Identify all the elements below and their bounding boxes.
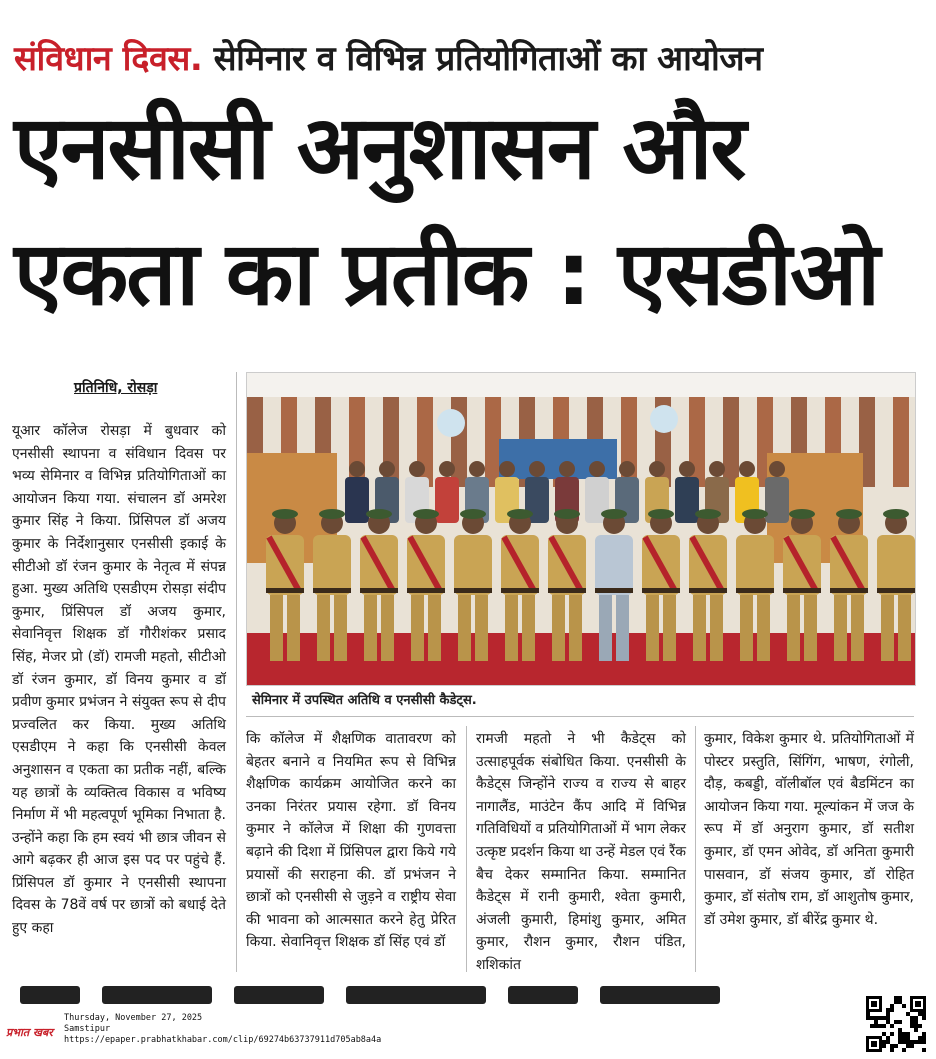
kicker-tag: संविधान दिवस (14, 39, 190, 79)
kicker-line (14, 34, 924, 80)
qr-code-icon[interactable] (866, 996, 926, 1052)
column-divider (695, 726, 696, 972)
clip-edition: Samstipur (64, 1024, 111, 1034)
article-text: कुमार, विकेश कुमार थे. प्रतियोगिताओं में पोस्टर प्रस्तुति, सिंगिंग, भाषण, रंगोली, दौड़, कबड्डी, वॉलीबॉल एवं बैडमिंटन का आयोजन किया गया. मूल्यांकन में जज के रूप में डॉ अनुराग कुमार, डॉ सतीश कुमार, डॉ एमन ओवेद, डॉ अनिता कुमारी पासवान, डॉ संजय कुमार, डॉ रोहित कुमार, डॉ संतोष राम, डॉ आशुतोष कुमार, डॉ उमेश कुमार, डॉ बीरेंद्र कुमार थे. (704, 731, 914, 928)
column-divider (236, 372, 237, 972)
byline: प्रतिनिधि, रोसड़ा (74, 380, 158, 396)
clip-metadata (64, 1013, 381, 1046)
clip-date: Thursday, November 27, 2025 (64, 1013, 203, 1023)
publication-logo: प्रभात खबर (6, 1026, 53, 1039)
headline-line-2: एकता का प्रतीक : एसडीओ (14, 222, 878, 325)
article-column-2 (246, 728, 456, 954)
article-text: कि कॉलेज में शैक्षणिक वातावरण को बेहतर बनाने व नियमित रूप से विभिन्न शैक्षणिक कार्यक्रम आयोजित करने का उनका निरंतर प्रयास रहेगा. डॉ विनय कुमार ने कॉलेज में शिक्षा की गुणवत्ता बढ़ाने की दिशा में प्रिंसिपल द्वारा किये गये प्रयासों की सराहना की. डॉ प्रभंजन ने छात्रों को एनसीसी से जुड़ने व राष्ट्रीय सेवा की भावना को आत्मसात करने हेतु प्रेरित किया. सेवानिवृत्त शिक्षक डॉ सिंह एवं डॉ (246, 731, 456, 951)
clip-url[interactable]: https://epaper.prabhatkhabar.com/clip/69274b63737911d705ab8a4a (64, 1035, 382, 1045)
kicker-dot: . (189, 39, 203, 79)
cropped-next-headline (20, 986, 780, 1004)
cadets-group-photo (247, 373, 915, 685)
news-photo (246, 372, 916, 686)
headline-line-1: एनसीसी अनुशासन और (14, 96, 745, 199)
article-column-1 (12, 420, 226, 940)
article-text: यूआर कॉलेज रोसड़ा में बुधवार को एनसीसी स्थापना व संविधान दिवस पर भव्य सेमिनार व विभिन्न प्रतियोगिताओं का आयोजन किया गया. संचालन डॉ अमरेश कुमार सिंह ने किया. प्रिंसिपल डॉ अजय कुमार के निर्देशानुसार एनसीसी इकाई के सीटीओ डॉ रंजन कुमार के नेतृत्व में संपन्न हुआ. मुख्य अतिथि एसडीएम रोसड़ा संदीप कुमार, प्रिंसिपल डॉ अजय कुमार, सेवानिवृत्त शिक्षक डॉ गौरीशंकर प्रसाद सिंह, मेजर प्रो (डॉ) रामजी महतो, सीटीओ डॉ रंजन कुमार, डॉ विनय कुमार व डॉ प्रवीण कुमार प्रभंजन ने संयुक्त रूप से दीप प्रज्वलित कर किया. मुख्य अतिथि एसडीएम ने कहा कि एनसीसी केवल अनुशासन व एकता का प्रतीक नहीं, बल्कि यह छात्रों के व्यक्तित्व विकास व भविष्य निर्माण में भी महत्वपूर्ण भूमिका निभाता है. उन्होंने कहा कि हम स्वयं भी छात्र जीवन से आगे बढ़कर ही आज इस पद पर पहुंचे हैं. प्रिंसिपल डॉ कुमार ने एनसीसी स्थापना दिवस के 78वें वर्ष पर छात्रों को बधाई देते हुए कहा (12, 423, 226, 937)
column-divider (466, 726, 467, 972)
article-text: रामजी महतो ने भी कैडेट्स को उत्साहपूर्वक संबोधित किया. एनसीसी के कैडेट्स जिन्होंने राज्य व राज्य से बाहर नागालैंड, माउंटेन कैंप आदि में विभिन्न गतिविधियों व प्रतियोगिताओं में भाग लेकर उत्कृष्ट प्रदर्शन किया था उन्हें मेडल एवं रैंक बैच देकर सम्मानित किया. सम्मानित कैडेट्स में रानी कुमारी, श्वेता कुमारी, अंजली कुमारी, हिमांशु कुमार, अमित कुमार, रौशन कुमार, रौशन पंडित, शशिकांत (476, 731, 686, 973)
section-divider (246, 716, 914, 717)
article-column-3 (476, 728, 686, 977)
photo-caption: सेमिनार में उपस्थित अतिथि व एनसीसी कैडेट्स. (252, 693, 477, 708)
article-column-4 (704, 728, 914, 931)
kicker-title: सेमिनार व विभिन्न प्रतियोगिताओं का आयोजन (202, 39, 763, 79)
